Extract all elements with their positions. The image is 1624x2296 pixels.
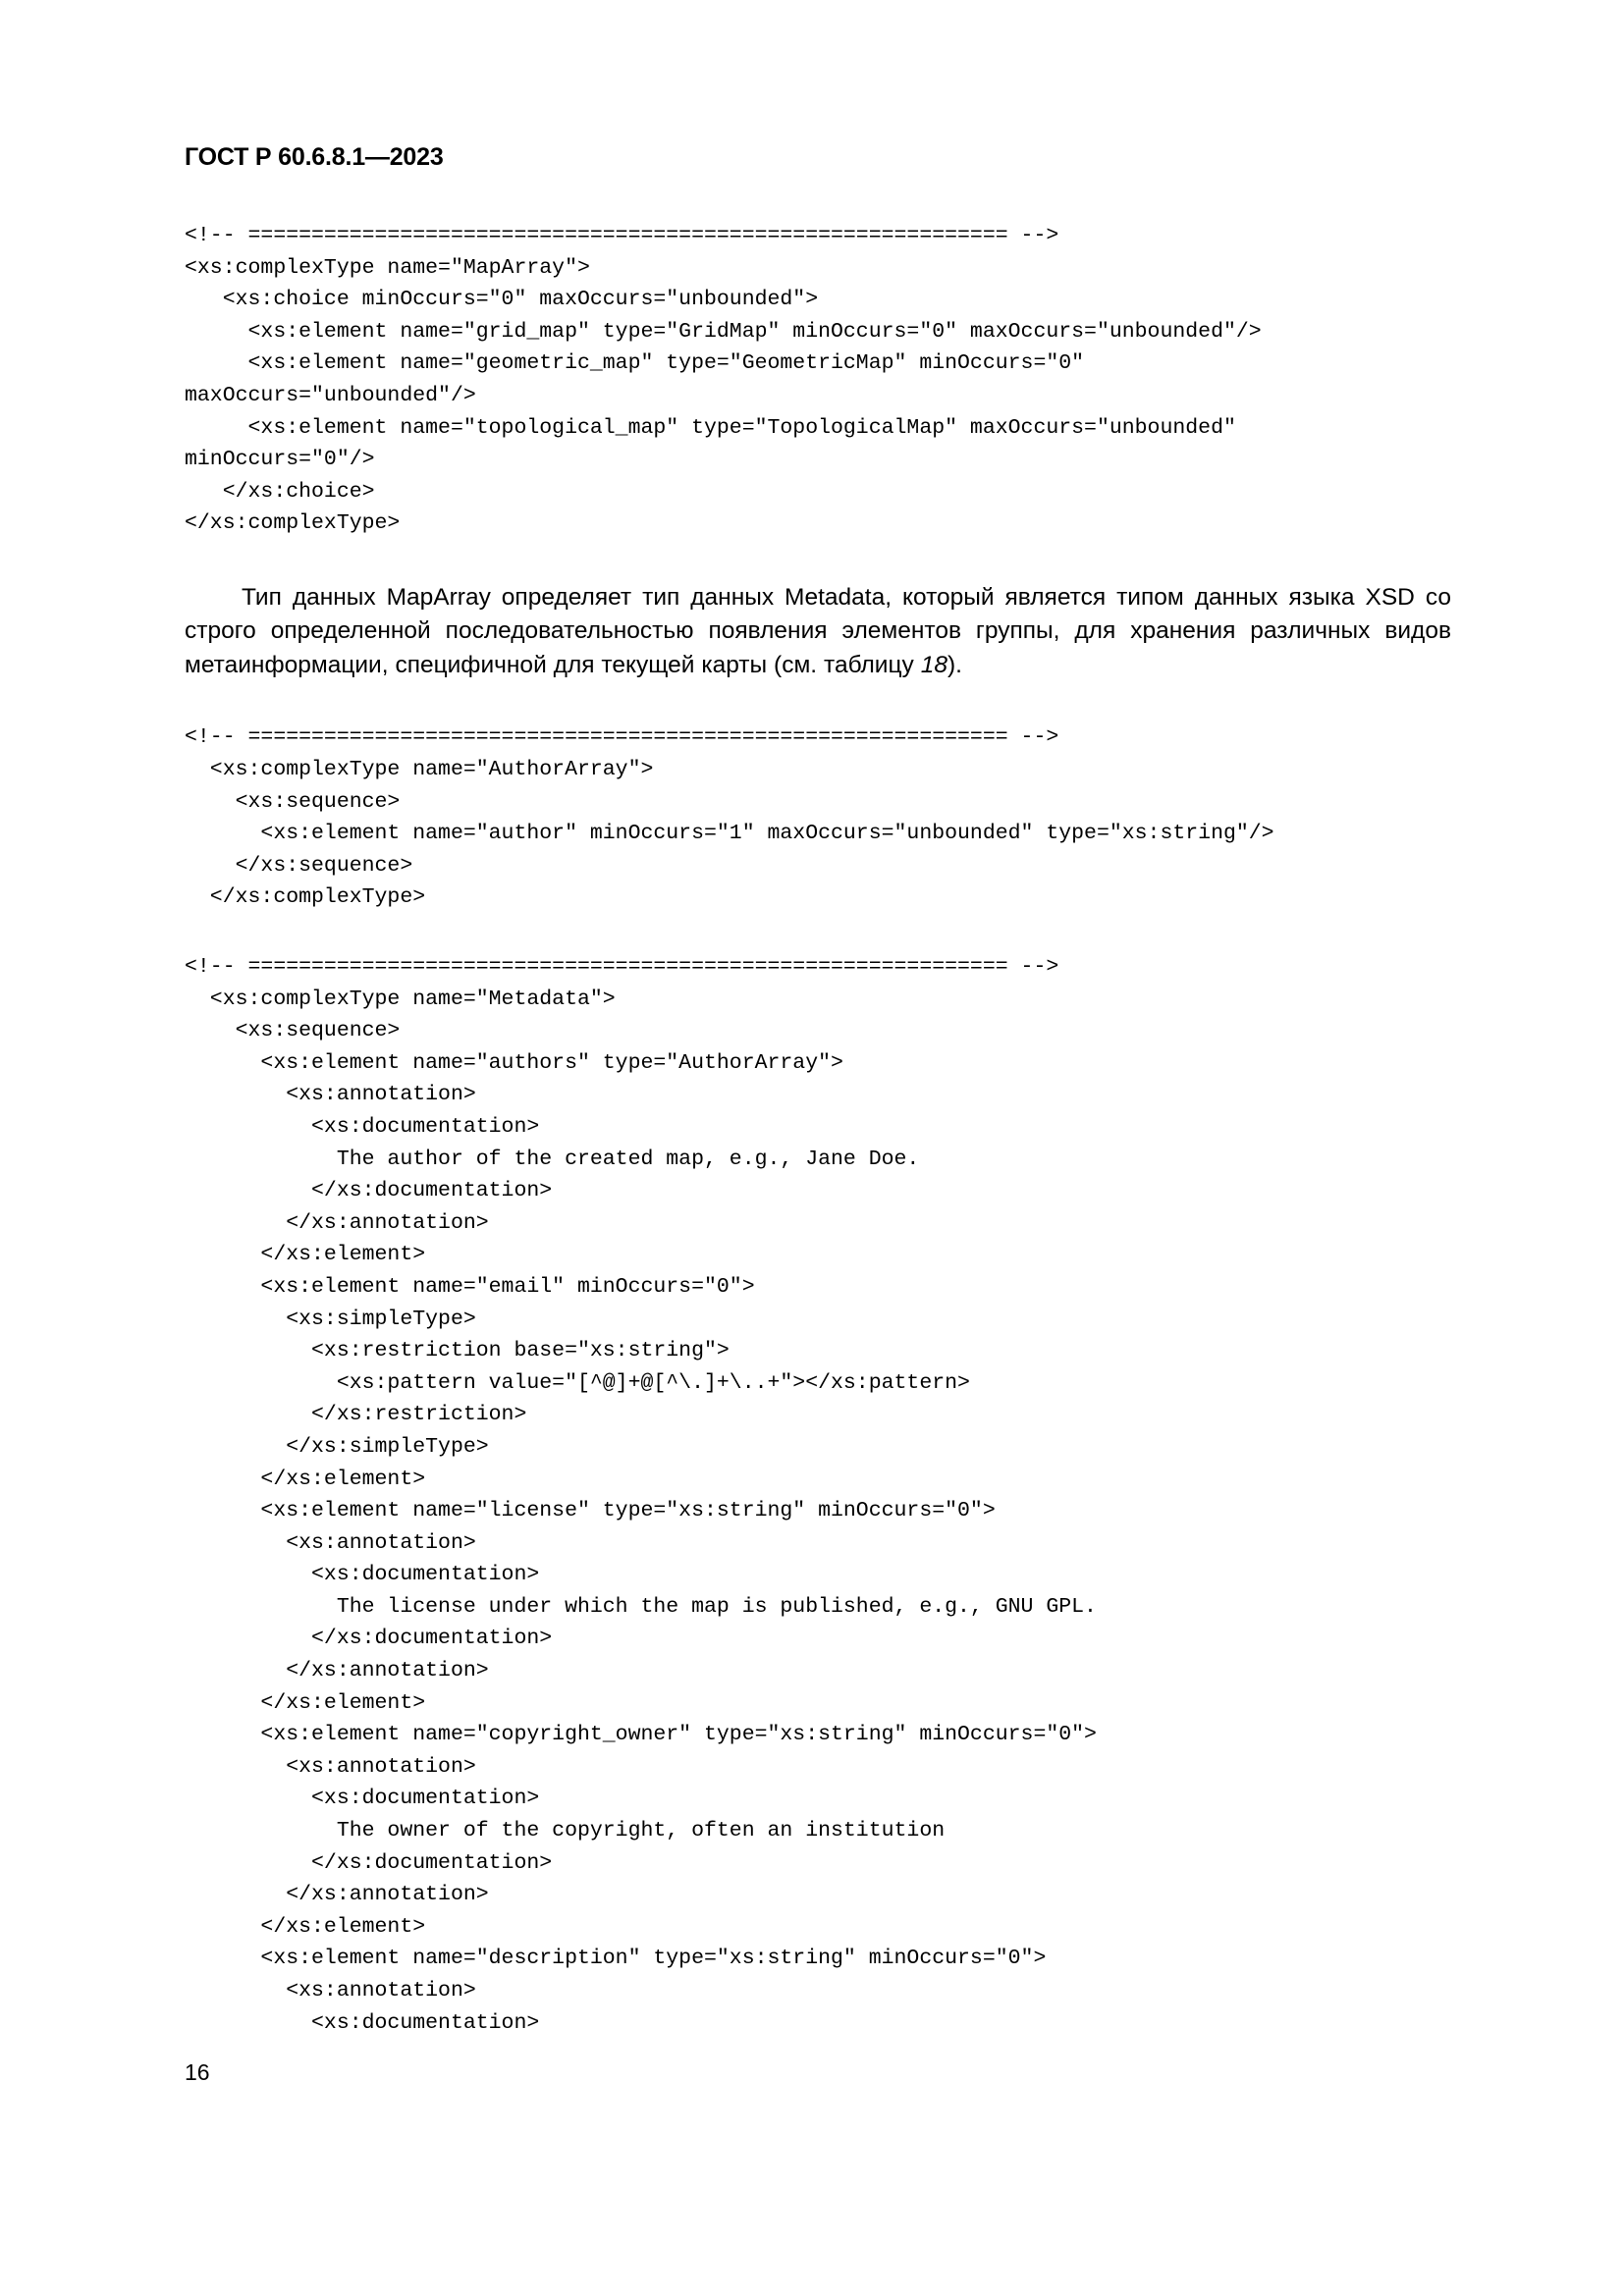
code-line: </xs:complexType> — [185, 885, 426, 910]
running-head: ГОСТ Р 60.6.8.1—2023 — [185, 143, 444, 171]
code-line: </xs:complexType> — [185, 511, 401, 536]
page-number: 16 — [185, 2059, 210, 2085]
code-line: <!-- ============================================================ --> — [185, 224, 1059, 247]
code-line: The owner of the copyright, often an institution — [185, 1819, 946, 1843]
code-line: minOccurs="0"/> — [185, 448, 375, 472]
code-line: </xs:simpleType> — [185, 1434, 489, 1459]
code-line: </xs:annotation> — [185, 1210, 489, 1235]
code-line: <xs:sequence> — [185, 789, 401, 814]
code-line: <xs:element name="copyright_owner" type="xs:string" minOccurs="0"> — [185, 1723, 1097, 1747]
code-line: </xs:documentation> — [185, 1179, 553, 1203]
code-line: <xs:annotation> — [185, 1979, 476, 2002]
code-block-metadata — [185, 951, 1451, 2039]
code-line: </xs:documentation> — [185, 1850, 553, 1875]
table-reference-number: 18 — [920, 651, 947, 678]
code-line: </xs:element> — [185, 1243, 426, 1267]
code-line: <xs:documentation> — [185, 1114, 540, 1139]
code-line: </xs:documentation> — [185, 1627, 553, 1651]
code-line: <xs:element name="authors" type="AuthorArray"> — [185, 1050, 843, 1075]
code-line: <xs:element name="description" type="xs:string" minOccurs="0"> — [185, 1947, 1047, 1971]
code-line: <xs:documentation> — [185, 1563, 540, 1587]
code-line: </xs:element> — [185, 1914, 426, 1939]
code-line: <xs:annotation> — [185, 1083, 476, 1107]
code-line: </xs:choice> — [185, 479, 375, 504]
code-line: <xs:pattern value="[^@]+@[^\.]+\..+"></xs:pattern> — [185, 1370, 970, 1395]
spacer — [185, 914, 1451, 951]
code-line: <xs:documentation> — [185, 1787, 540, 1811]
code-line: <xs:element name="topological_map" type="TopologicalMap" maxOccurs="unbounded" — [185, 415, 1236, 440]
code-line: <xs:annotation> — [185, 1754, 476, 1779]
spacer — [185, 540, 1451, 581]
code-line: <xs:complexType name="MapArray"> — [185, 255, 590, 280]
paragraph-text-main: Тип данных MapArray определяет тип данных Metadata, который является типом данных языка XSD со строго определенной последовательностью появления элементов группы, для хранения различных видов метаинформации, специфичной для текущей карты (см. таблицу — [185, 583, 1451, 678]
code-line: <xs:simpleType> — [185, 1307, 476, 1331]
code-line: </xs:restriction> — [185, 1403, 527, 1427]
code-line: <xs:documentation> — [185, 2010, 540, 2035]
code-line: <xs:restriction base="xs:string"> — [185, 1339, 730, 1363]
code-line: <xs:complexType name="Metadata"> — [185, 987, 616, 1011]
code-line: </xs:element> — [185, 1467, 426, 1491]
code-line: <xs:annotation> — [185, 1530, 476, 1555]
code-line: </xs:sequence> — [185, 853, 413, 878]
code-line: <xs:element name="geometric_map" type="GeometricMap" minOccurs="0" — [185, 351, 1085, 376]
code-line: </xs:annotation> — [185, 1659, 489, 1683]
spacer — [185, 682, 1451, 721]
code-line: <!-- ============================================================ --> — [185, 725, 1059, 750]
code-line: The license under which the map is published, e.g., GNU GPL. — [185, 1594, 1097, 1619]
code-line: <xs:choice minOccurs="0" maxOccurs="unbounded"> — [185, 288, 819, 312]
code-block-author-array — [185, 721, 1451, 914]
page-content — [185, 220, 1451, 2039]
code-line: <!-- ============================================================ --> — [185, 955, 1059, 979]
code-line: <xs:element name="license" type="xs:string" minOccurs="0"> — [185, 1499, 996, 1523]
code-line: </xs:annotation> — [185, 1883, 489, 1907]
code-block-map-array — [185, 220, 1451, 540]
code-line: <xs:sequence> — [185, 1019, 401, 1043]
code-line: <xs:complexType name="AuthorArray"> — [185, 758, 654, 782]
code-line: The author of the created map, e.g., Jane Doe. — [185, 1147, 920, 1171]
paragraph-map-array-description — [185, 581, 1451, 683]
paragraph-text-tail: ). — [947, 651, 962, 678]
code-line: <xs:element name="email" minOccurs="0"> — [185, 1274, 755, 1299]
code-line: <xs:element name="author" minOccurs="1" maxOccurs="unbounded" type="xs:string"/> — [185, 822, 1274, 846]
code-line: <xs:element name="grid_map" type="GridMap" minOccurs="0" maxOccurs="unbounded"/> — [185, 319, 1262, 344]
code-line: </xs:element> — [185, 1690, 426, 1715]
code-line: maxOccurs="unbounded"/> — [185, 383, 476, 407]
